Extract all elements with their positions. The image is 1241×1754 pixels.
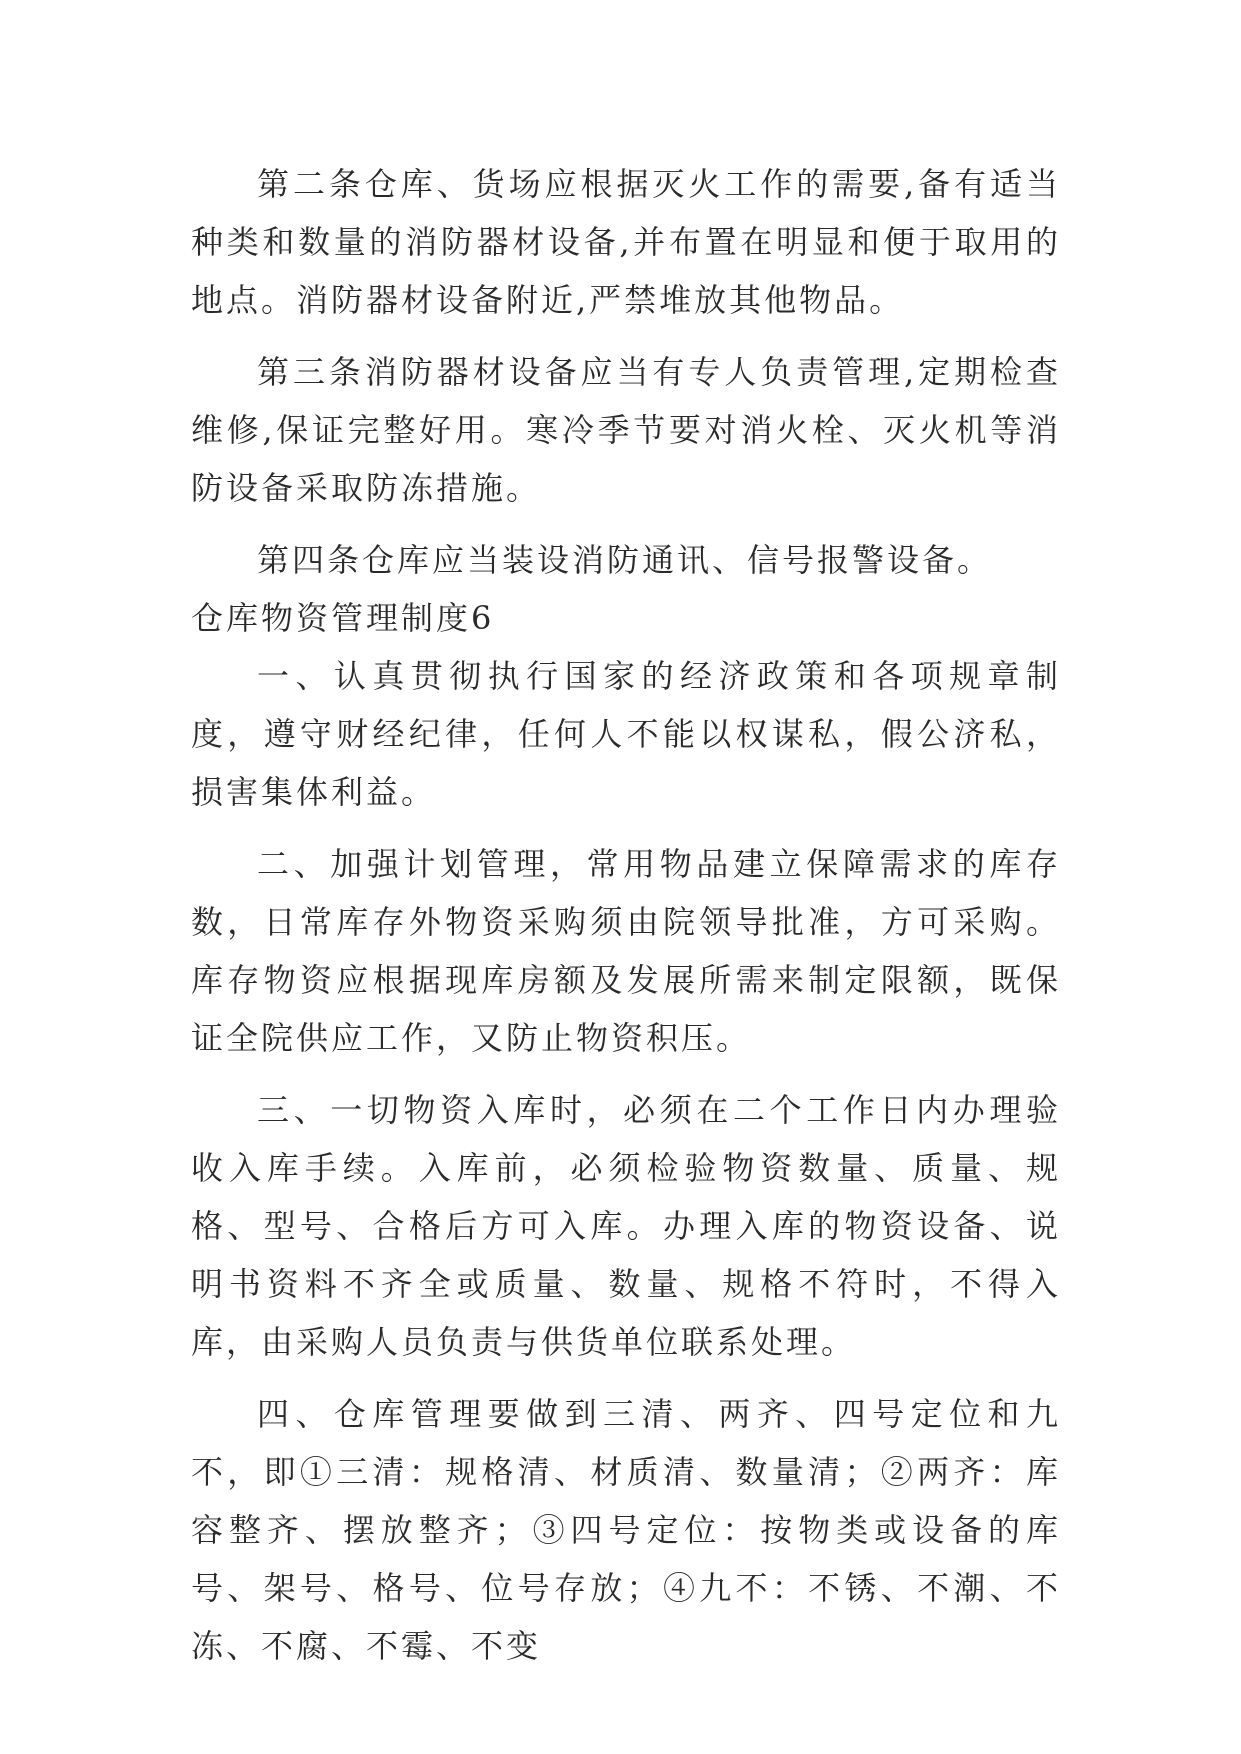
document-body [191, 155, 1061, 1675]
paragraph-item-3: 三、一切物资入库时，必须在二个工作日内办理验收入库手续。入库前，必须检验物资数量、质量、规格、型号、合格后方可入库。办理入库的物资设备、说明书资料不齐全或质量、数量、规格不符时，不得入库，由采购人员负责与供货单位联系处理。 [191, 1091, 1061, 1361]
paragraph-item-1: 一、认真贯彻执行国家的经济政策和各项规章制度，遵守财经纪律，任何人不能以权谋私，假公济私，损害集体利益。 [191, 657, 1061, 811]
paragraph-item-4: 四、仓库管理要做到三清、两齐、四号定位和九不，即①三清：规格清、材质清、数量清；②两齐：库容整齐、摆放整齐；③四号定位：按物类或设备的库号、架号、格号、位号存放；④九不：不锈、不潮、不冻、不腐、不霉、不变 [191, 1395, 1061, 1665]
section-heading: 仓库物资管理制度6 [191, 599, 495, 637]
paragraph-article-3: 第三条消防器材设备应当有专人负责管理,定期检查维修,保证完整好用。寒冷季节要对消火栓、灭火机等消防设备采取防冻措施。 [191, 353, 1061, 507]
paragraph-article-4: 第四条仓库应当装设消防通讯、信号报警设备。 [257, 541, 993, 579]
paragraph-item-2: 二、加强计划管理，常用物品建立保障需求的库存数，日常库存外物资采购须由院领导批准，方可采购。库存物资应根据现库房额及发展所需来制定限额，既保证全院供应工作，又防止物资积压。 [191, 845, 1061, 1057]
paragraph-article-2: 第二条仓库、货场应根据灭火工作的需要,备有适当种类和数量的消防器材设备,并布置在明显和便于取用的地点。消防器材设备附近,严禁堆放其他物品。 [191, 165, 1061, 319]
